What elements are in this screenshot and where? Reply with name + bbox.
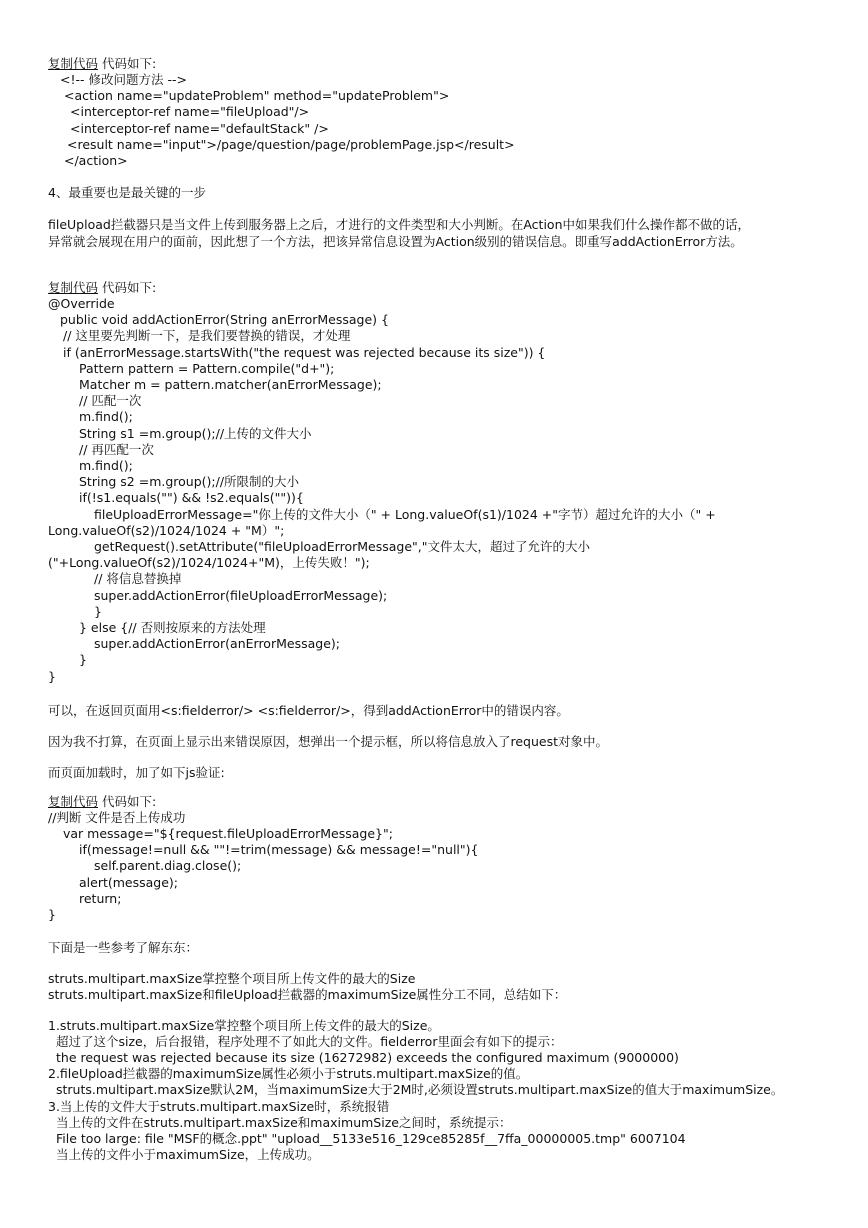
- code-line: getRequest().setAttribute("fileUploadErrorMessage","文件太大，超过了允许的大小: [94, 539, 591, 554]
- summary-line: 2.fileUpload拦截器的maximumSize属性必须小于struts.multipart.maxSize的值。: [48, 1066, 529, 1081]
- code-line: <interceptor-ref name="fileUpload"/>: [70, 104, 310, 119]
- code-line: Long.valueOf(s2)/1024/1024 + "M）";: [48, 523, 285, 538]
- summary-line: 当上传的文件小于maximumSize，上传成功。: [56, 1147, 320, 1162]
- code-line: super.addActionError(fileUploadErrorMessage);: [94, 588, 388, 603]
- code-line: // 将信息替换掉: [94, 571, 182, 586]
- copy-code-link-2[interactable]: 复制代码: [48, 280, 99, 295]
- code-line: @Override: [48, 296, 115, 311]
- copy-code-link-1[interactable]: 复制代码: [48, 56, 99, 71]
- code-line: }: [79, 652, 87, 667]
- code-line: ("+Long.valueOf(s2)/1024/1024+"M)，上传失败！");: [48, 555, 370, 570]
- summary-line: the request was rejected because its size (16272982) exceeds the configured maximum (9000000): [56, 1050, 679, 1065]
- code-line: return;: [79, 891, 122, 906]
- code-line: <action name="updateProblem" method="updateProblem">: [64, 88, 450, 103]
- code-line: if (anErrorMessage.startsWith("the request was rejected because its size")) {: [63, 345, 546, 360]
- step-4-heading: 4、最重要也是最关键的一步: [48, 185, 206, 200]
- paragraph: 因为我不打算，在页面上显示出来错误原因，想弹出一个提示框，所以将信息放入了request对象中。: [48, 734, 609, 749]
- summary-line: 超过了这个size，后台报错，程序处理不了如此大的文件。fielderror里面会有如下的提示：: [56, 1034, 563, 1049]
- paragraph-line: fileUpload拦截器只是当文件上传到服务器上之后，才进行的文件类型和大小判断。在Action中如果我们什么操作都不做的话，: [48, 217, 750, 232]
- code-line: <interceptor-ref name="defaultStack" />: [70, 121, 329, 136]
- code-line: Pattern pattern = Pattern.compile("d+");: [79, 361, 335, 376]
- code-line: m.find();: [79, 409, 133, 424]
- code-line: String s1 =m.group();//上传的文件大小: [79, 426, 312, 441]
- code-block-3-header: [48, 794, 156, 810]
- code-line: } else {// 否则按原来的方法处理: [79, 620, 266, 635]
- code-line: //判断 文件是否上传成功: [48, 810, 186, 825]
- code-block-header-text: 代码如下:: [98, 794, 157, 809]
- summary-line: struts.multipart.maxSize默认2M，当maximumSize大于2M时,必须设置struts.multipart.maxSize的值大于maximumSize。: [56, 1082, 784, 1097]
- summary-line: 当上传的文件在struts.multipart.maxSize和maximumSize之间时，系统提示：: [56, 1115, 512, 1130]
- code-line: if(message!=null && ""!=trim(message) && message!="null"){: [79, 842, 479, 857]
- code-block-1-header: [48, 56, 156, 72]
- code-line: self.parent.diag.close();: [94, 858, 242, 873]
- paragraph: 下面是一些参考了解东东：: [48, 940, 199, 955]
- code-line: alert(message);: [79, 875, 179, 890]
- code-line: // 再匹配一次: [79, 442, 154, 457]
- code-line: // 匹配一次: [79, 393, 142, 408]
- code-line: fileUploadErrorMessage="你上传的文件大小（" + Long.valueOf(s1)/1024 +"字节）超过允许的大小（" +: [94, 507, 716, 522]
- code-line: <!-- 修改问题方法 -->: [60, 72, 187, 87]
- code-line: // 这里要先判断一下，是我们要替换的错误，才处理: [63, 328, 351, 343]
- paragraph-line: struts.multipart.maxSize掌控整个项目所上传文件的最大的Size: [48, 971, 416, 986]
- paragraph-line: struts.multipart.maxSize和fileUpload拦截器的maximumSize属性分工不同，总结如下：: [48, 987, 567, 1002]
- code-block-2-header: [48, 280, 156, 296]
- summary-line: File too large: file "MSF的概念.ppt" "upload__5133e516_129ce85285f__7ffa_00000005.tmp" 6007104: [56, 1131, 686, 1146]
- paragraph-line: 异常就会展现在用户的面前，因此想了一个方法，把该异常信息设置为Action级别的错误信息。即重写addActionError方法。: [48, 234, 743, 249]
- code-line: if(!s1.equals("") && !s2.equals("")){: [79, 490, 304, 505]
- paragraph: 可以，在返回页面用<s:fielderror/> <s:fielderror/>，得到addActionError中的错误内容。: [48, 703, 569, 718]
- code-line: }: [48, 669, 56, 684]
- code-line: String s2 =m.group();//所限制的大小: [79, 474, 300, 489]
- code-block-header-text: 代码如下:: [98, 56, 157, 71]
- code-line: Matcher m = pattern.matcher(anErrorMessage);: [79, 377, 382, 392]
- copy-code-link-3[interactable]: 复制代码: [48, 794, 99, 809]
- code-block-header-text: 代码如下:: [98, 280, 157, 295]
- code-line: var message="${request.fileUploadErrorMessage}";: [63, 826, 393, 841]
- code-line: public void addActionError(String anErrorMessage) {: [60, 312, 389, 327]
- code-line: }: [94, 604, 102, 619]
- paragraph: 而页面加载时，加了如下js验证:: [48, 765, 225, 780]
- code-line: <result name="input">/page/question/page/problemPage.jsp</result>: [67, 137, 515, 152]
- summary-line: 3.当上传的文件大于struts.multipart.maxSize时，系统报错: [48, 1099, 390, 1114]
- code-line: }: [48, 907, 56, 922]
- code-line: m.find();: [79, 458, 133, 473]
- summary-line: 1.struts.multipart.maxSize掌控整个项目所上传文件的最大的Size。: [48, 1018, 440, 1033]
- code-line: </action>: [64, 153, 128, 168]
- code-line: super.addActionError(anErrorMessage);: [94, 636, 340, 651]
